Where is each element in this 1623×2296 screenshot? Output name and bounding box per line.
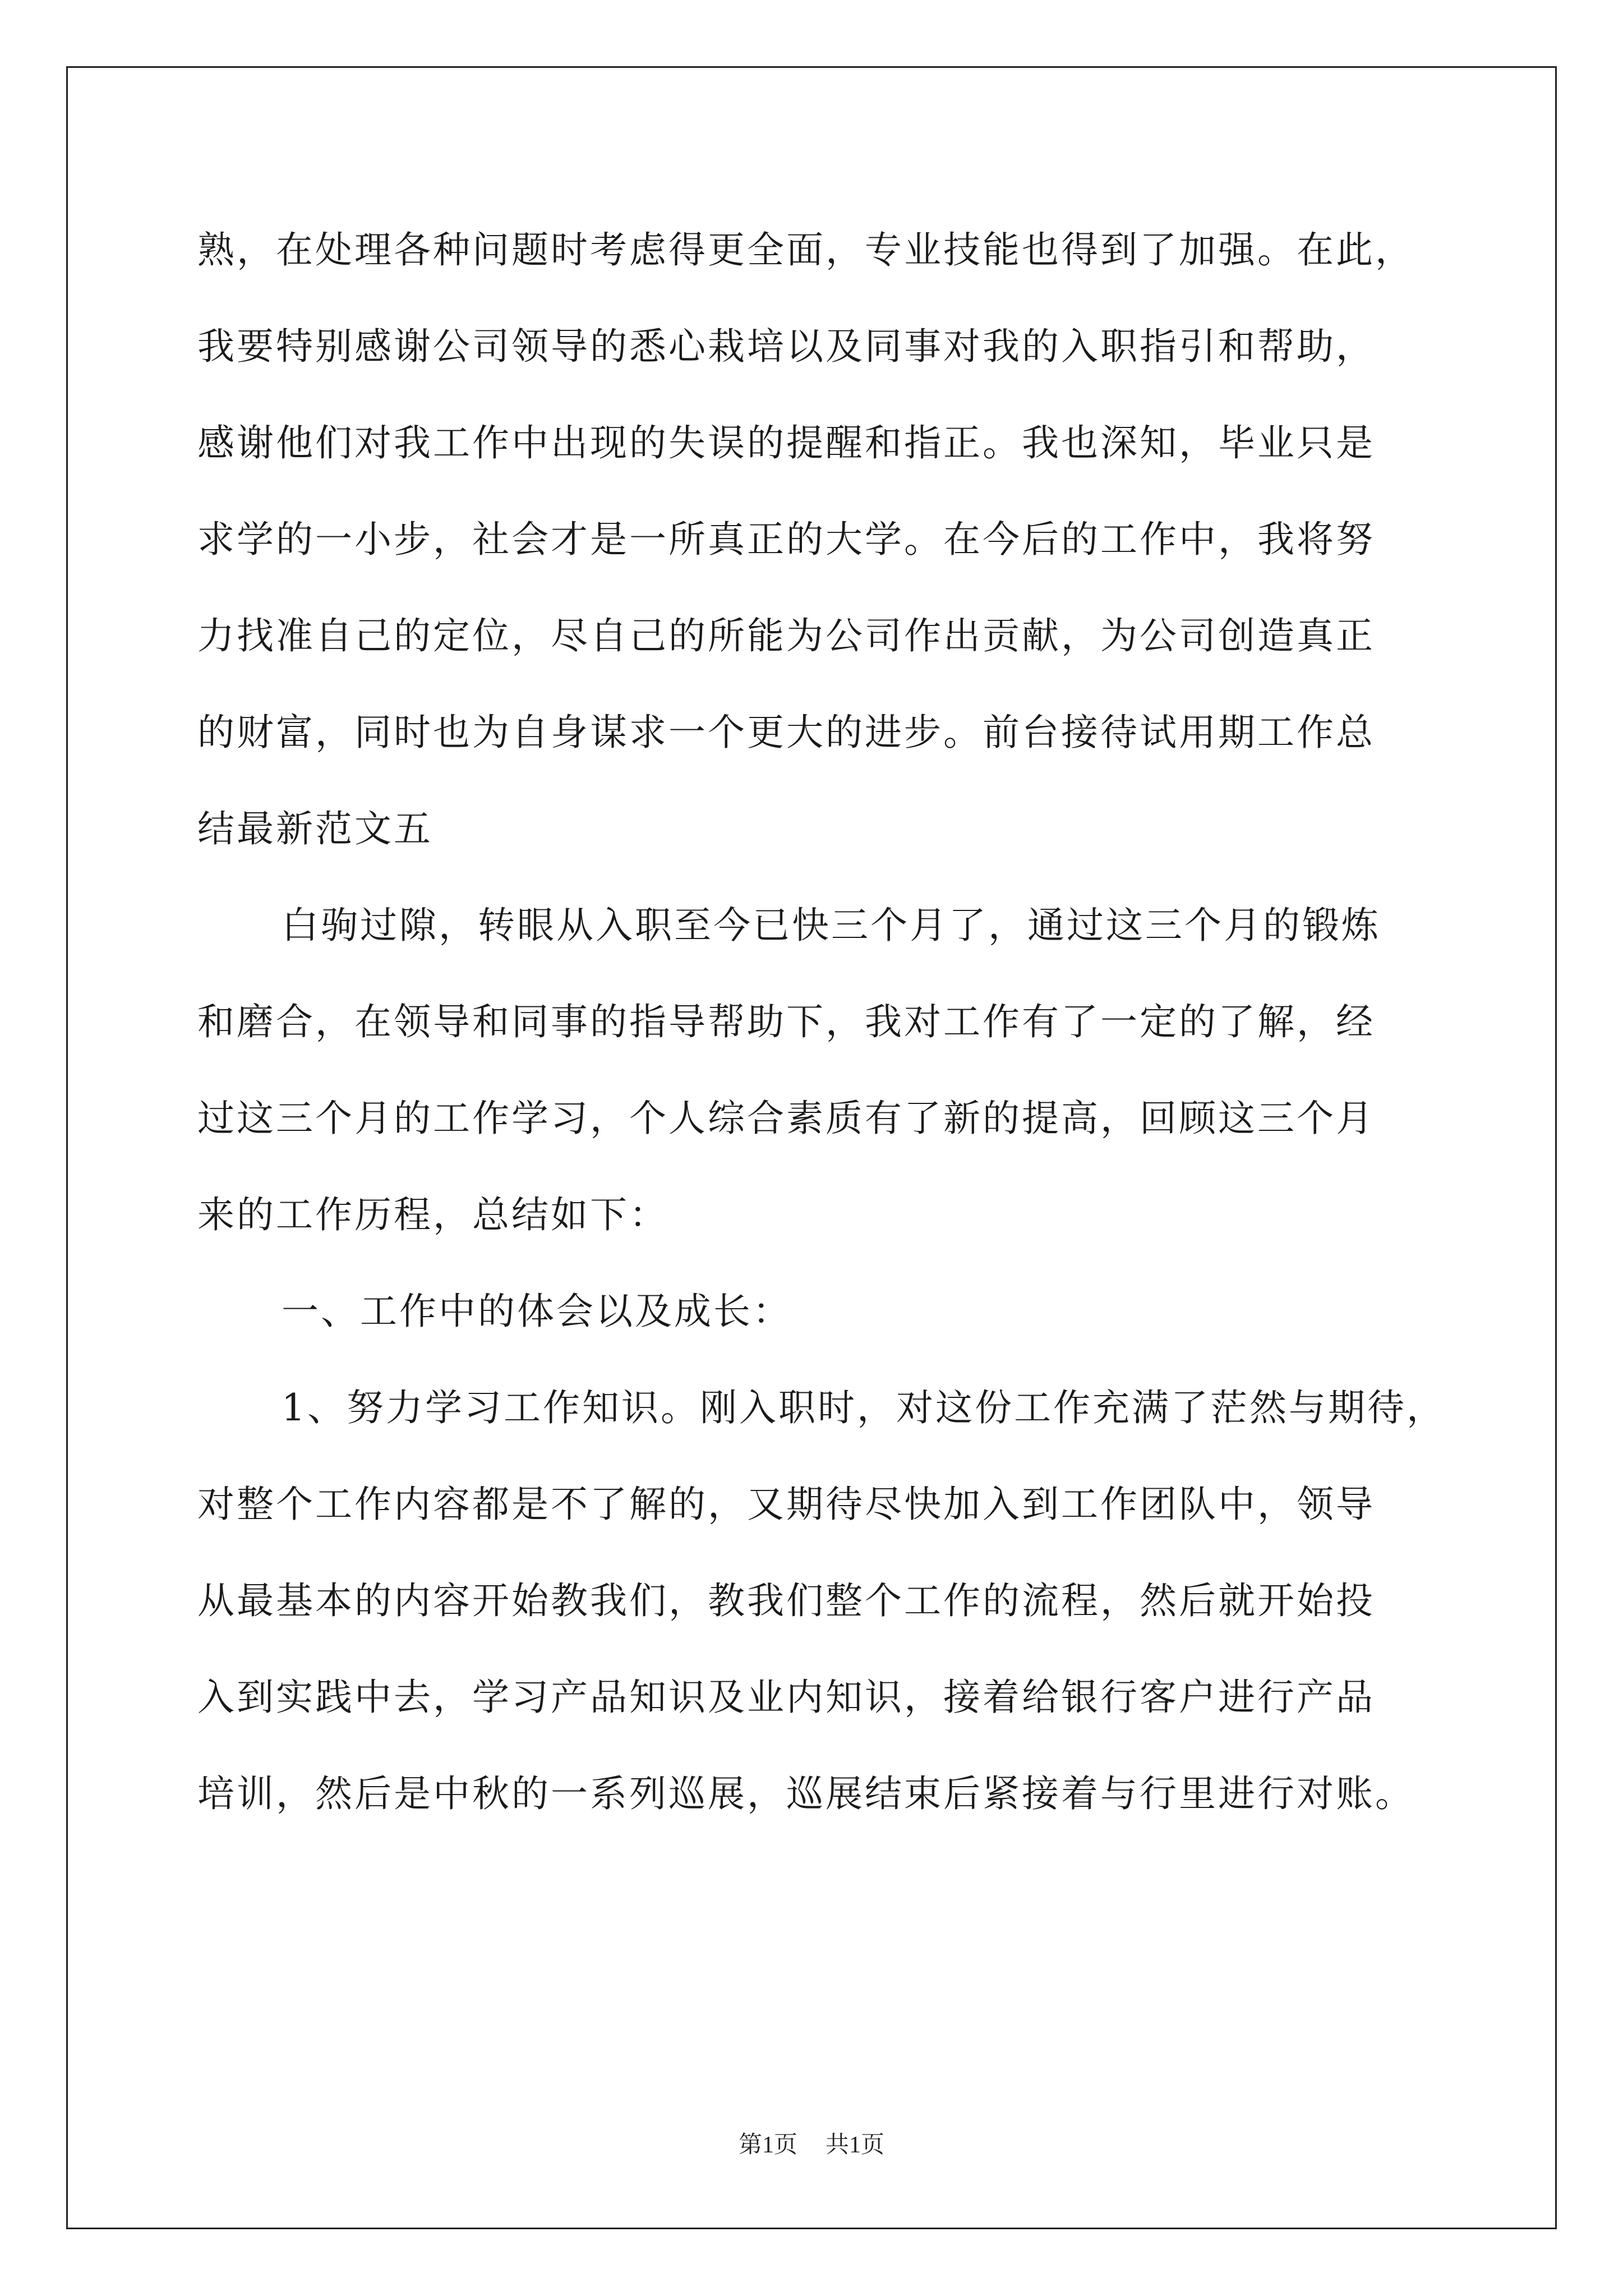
text-line: 来的工作历程，总结如下： [197, 1193, 668, 1236]
text-line: 从最基本的内容开始教我们，教我们整个工作的流程，然后就开始投 [197, 1579, 1375, 1622]
text-line: 和磨合，在领导和同事的指导帮助下，我对工作有了一定的了解，经 [197, 1000, 1375, 1043]
text-line: 对整个工作内容都是不了解的，又期待尽快加入到工作团队中，领导 [197, 1483, 1375, 1526]
page-total: 共1页 [826, 2132, 885, 2158]
paragraph [197, 877, 1431, 1263]
page-number: 第1页 [738, 2132, 797, 2158]
text-line: 1、努力学习工作知识。刚入职时，对这份工作充满了茫然与期待， [282, 1386, 1446, 1429]
paragraph [197, 202, 1431, 877]
text-line: 力找准自己的定位，尽自己的所能为公司作出贡献，为公司创造真正 [197, 614, 1375, 657]
text-line: 感谢他们对我工作中出现的失误的提醒和指正。我也深知，毕业只是 [197, 421, 1375, 464]
text-line: 入到实践中去，学习产品知识及业内知识，接着给银行客户进行产品 [197, 1676, 1375, 1719]
section-heading: 一、工作中的体会以及成长： [282, 1290, 792, 1333]
text-line: 求学的一小步，社会才是一所真正的大学。在今后的工作中，我将努 [197, 518, 1375, 561]
text-line: 过这三个月的工作学习，个人综合素质有了新的提高，回顾这三个月 [197, 1097, 1375, 1140]
text-line: 我要特别感谢公司领导的悉心栽培以及同事对我的入职指引和帮助， [197, 325, 1375, 368]
text-line: 熟，在处理各种问题时考虑得更全面，专业技能也得到了加强。在此， [197, 228, 1414, 272]
paragraph [197, 1263, 1431, 1360]
paragraph [197, 1360, 1446, 1842]
text-line: 白驹过隙，转眼从入职至今已快三个月了，通过这三个月的锻炼 [282, 904, 1381, 947]
text-line: 结最新范文五 [197, 807, 433, 850]
page-footer [0, 2126, 1623, 2160]
document-body [197, 202, 1446, 1842]
text-line: 的财富，同时也为自身谋求一个更大的进步。前台接待试用期工作总 [197, 711, 1375, 754]
text-line: 培训，然后是中秋的一系列巡展，巡展结束后紧接着与行里进行对账。 [197, 1772, 1414, 1815]
